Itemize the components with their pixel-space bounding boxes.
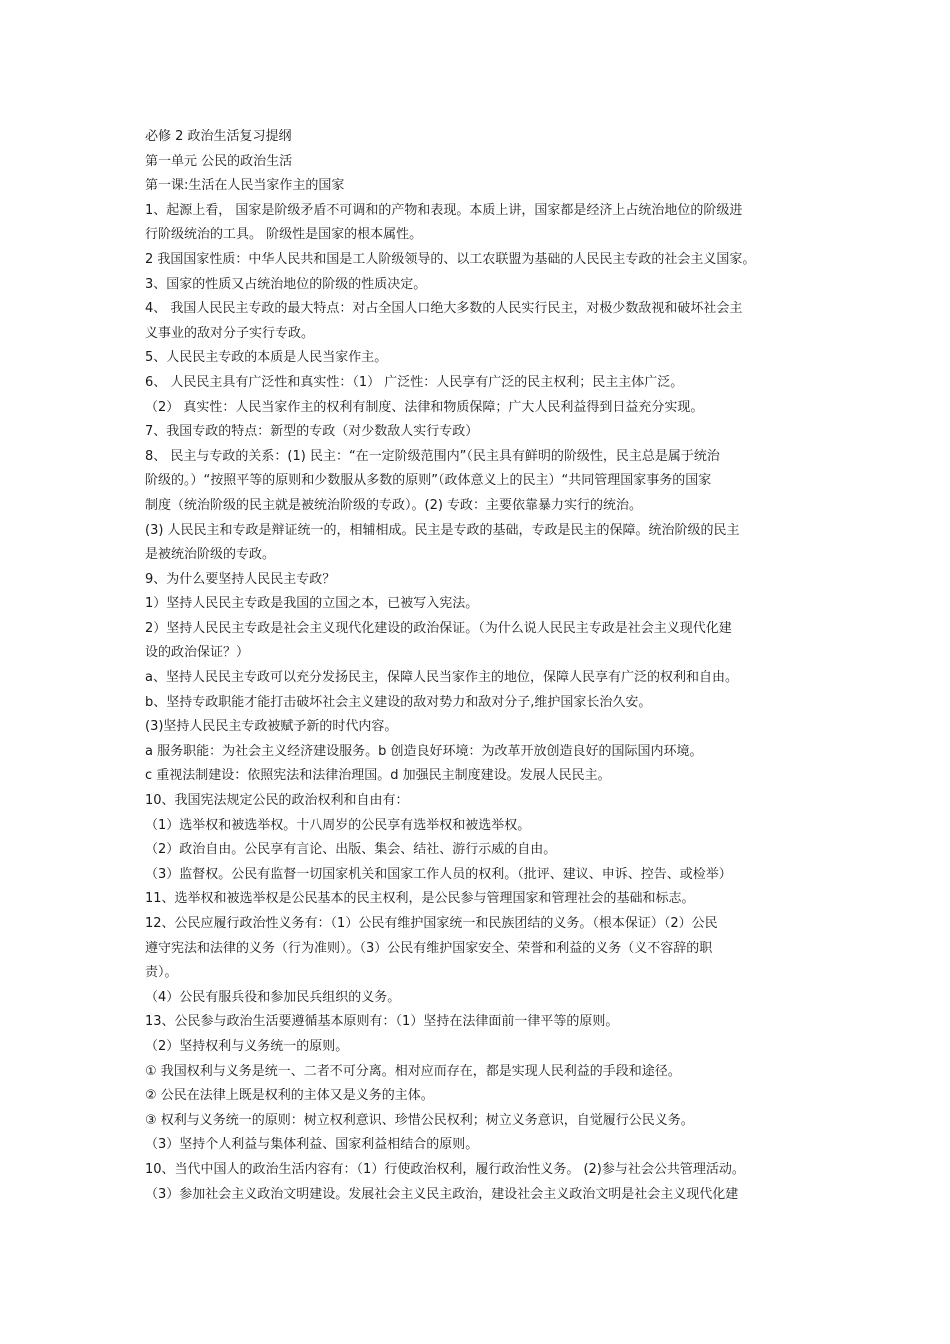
text-line: （2） 真实性：人民当家作主的权利有制度、法律和物质保障；广大人民利益得到日益充分实现。: [145, 399, 704, 415]
text-line: ② 公民在法律上既是权利的主体又是义务的主体。: [145, 1088, 434, 1104]
text-line: 阶级的。）“按照平等的原则和少数服从多数的原则”（政体意义上的民主）“共同管理国家事务的国家: [145, 473, 712, 489]
text-line: 8、 民主与专政的关系：(1) 民主：“在一定阶级范围内”（民主具有鲜明的阶级性，民主总是属于统治: [145, 448, 720, 464]
text-line: 4、 我国人民民主专政的最大特点：对占全国人口绝大多数的人民实行民主，对极少数敌视和破坏社会主: [145, 301, 743, 317]
text-line: 1）坚持人民民主专政是我国的立国之本，已被写入宪法。: [145, 596, 479, 612]
doc-title: 必修 2 政治生活复习提纲: [145, 129, 292, 144]
text-line: (3)坚持人民民主专政被赋予新的时代内容。: [145, 719, 398, 735]
text-line: a 服务职能：为社会主义经济建设服务。b 创造良好环境：为改革开放创造良好的国际国内环境。: [145, 743, 703, 759]
text-line: （3）监督权。公民有监督一切国家机关和国家工作人员的权利。（批评、建议、申诉、控告、或检举）: [145, 866, 732, 882]
text-line: a、坚持人民民主专政可以充分发扬民主，保障人民当家作主的地位，保障人民享有广泛的权利和自由。: [145, 670, 738, 686]
text-line: 11、选举权和被选举权是公民基本的民主权利，是公民参与管理国家和管理社会的基础和标志。: [145, 891, 695, 907]
text-line: （3）坚持个人利益与集体利益、国家利益相结合的原则。: [145, 1137, 479, 1153]
text-line: 5、人民民主专政的本质是人民当家作主。: [145, 350, 388, 366]
text-line: 是被统治阶级的专政。: [145, 547, 276, 563]
text-line: b、坚持专政职能才能打击破坏社会主义建设的敌对势力和敌对分子,维护国家长治久安。: [145, 694, 652, 710]
text-line: ① 我国权利与义务是统一、二者不可分离。相对应而存在，都是实现人民利益的手段和途径。: [145, 1063, 681, 1079]
text-line: 1、起源上看， 国家是阶级矛盾不可调和的产物和表现。本质上讲，国家都是经济上占统治地位的阶级进: [145, 202, 743, 218]
text-line: 7、我国专政的特点：新型的专政（对少数敌人实行专政）: [145, 424, 479, 440]
text-line: 遵守宪法和法律的义务（行为准则）。（3）公民有维护国家安全、荣誉和利益的义务（义不容辞的职: [145, 940, 713, 956]
text-line: 10、当代中国人的政治生活内容有：（1）行使政治权利，履行政治性义务。 (2)参与社会公共管理活动。: [145, 1161, 745, 1177]
text-line: 10、我国宪法规定公民的政治权利和自由有：: [145, 793, 409, 809]
text-line: 3、国家的性质又占统治地位的阶级的性质决定。: [145, 276, 427, 292]
text-line: 义事业的敌对分子实行专政。: [145, 325, 315, 341]
text-line: （1）选举权和被选举权。十八周岁的公民享有选举权和被选举权。: [145, 817, 531, 833]
text-line: 行阶级统治的工具。 阶级性是国家的根本属性。: [145, 227, 423, 243]
unit-heading: 第一单元 公民的政治生活: [145, 153, 293, 169]
text-line: c 重视法制建设：依照宪法和法律治理国。d 加强民主制度建设。发展人民民主。: [145, 768, 611, 784]
text-line: 12、公民应履行政治性义务有：（1）公民有维护国家统一和民族团结的义务。（根本保证）（2）公民: [145, 916, 718, 931]
text-line: 制度（统治阶级的民主就是被统治阶级的专政）。(2) 专政：主要依靠暴力实行的统治。: [145, 497, 643, 513]
document-page: [145, 125, 817, 1207]
text-line: 6、 人民民主具有广泛性和真实性：（1） 广泛性：人民享有广泛的民主权利；民主主体广泛。: [145, 374, 684, 390]
text-line: （2）政治自由。公民享有言论、出版、集会、结社、游行示威的自由。: [145, 842, 557, 858]
text-line: （4）公民有服兵役和参加民兵组织的义务。: [145, 989, 401, 1005]
text-line: 2 我国国家性质：中华人民共和国是工人阶级领导的、以工农联盟为基础的人民民主专政的社会主义国家。: [145, 251, 756, 267]
lesson-heading: 第一课:生活在人民当家作主的国家: [145, 178, 345, 194]
text-line: 设的政治保证？）: [145, 645, 250, 661]
text-line: （2）坚持权利与义务统一的原则。: [145, 1038, 349, 1054]
text-line: ③ 权利与义务统一的原则：树立权利意识、珍惜公民权利；树立义务意识，自觉履行公民义务。: [145, 1112, 694, 1128]
text-line: 责）。: [145, 965, 178, 981]
text-line: (3) 人民民主和专政是辩证统一的，相辅相成。民主是专政的基础，专政是民主的保障。统治阶级的民主: [145, 522, 740, 538]
text-line: 9、为什么要坚持人民民主专政？: [145, 571, 336, 587]
text-line: 13、公民参与政治生活要遵循基本原则有：（1）坚持在法律面前一律平等的原则。: [145, 1014, 619, 1030]
text-line: 2）坚持人民民主专政是社会主义现代化建设的政治保证。（为什么说人民民主专政是社会主义现代化建: [145, 620, 732, 636]
text-line: （3）参加社会主义政治文明建设。发展社会主义民主政治，建设社会主义政治文明是社会主义现代化建: [145, 1186, 739, 1202]
